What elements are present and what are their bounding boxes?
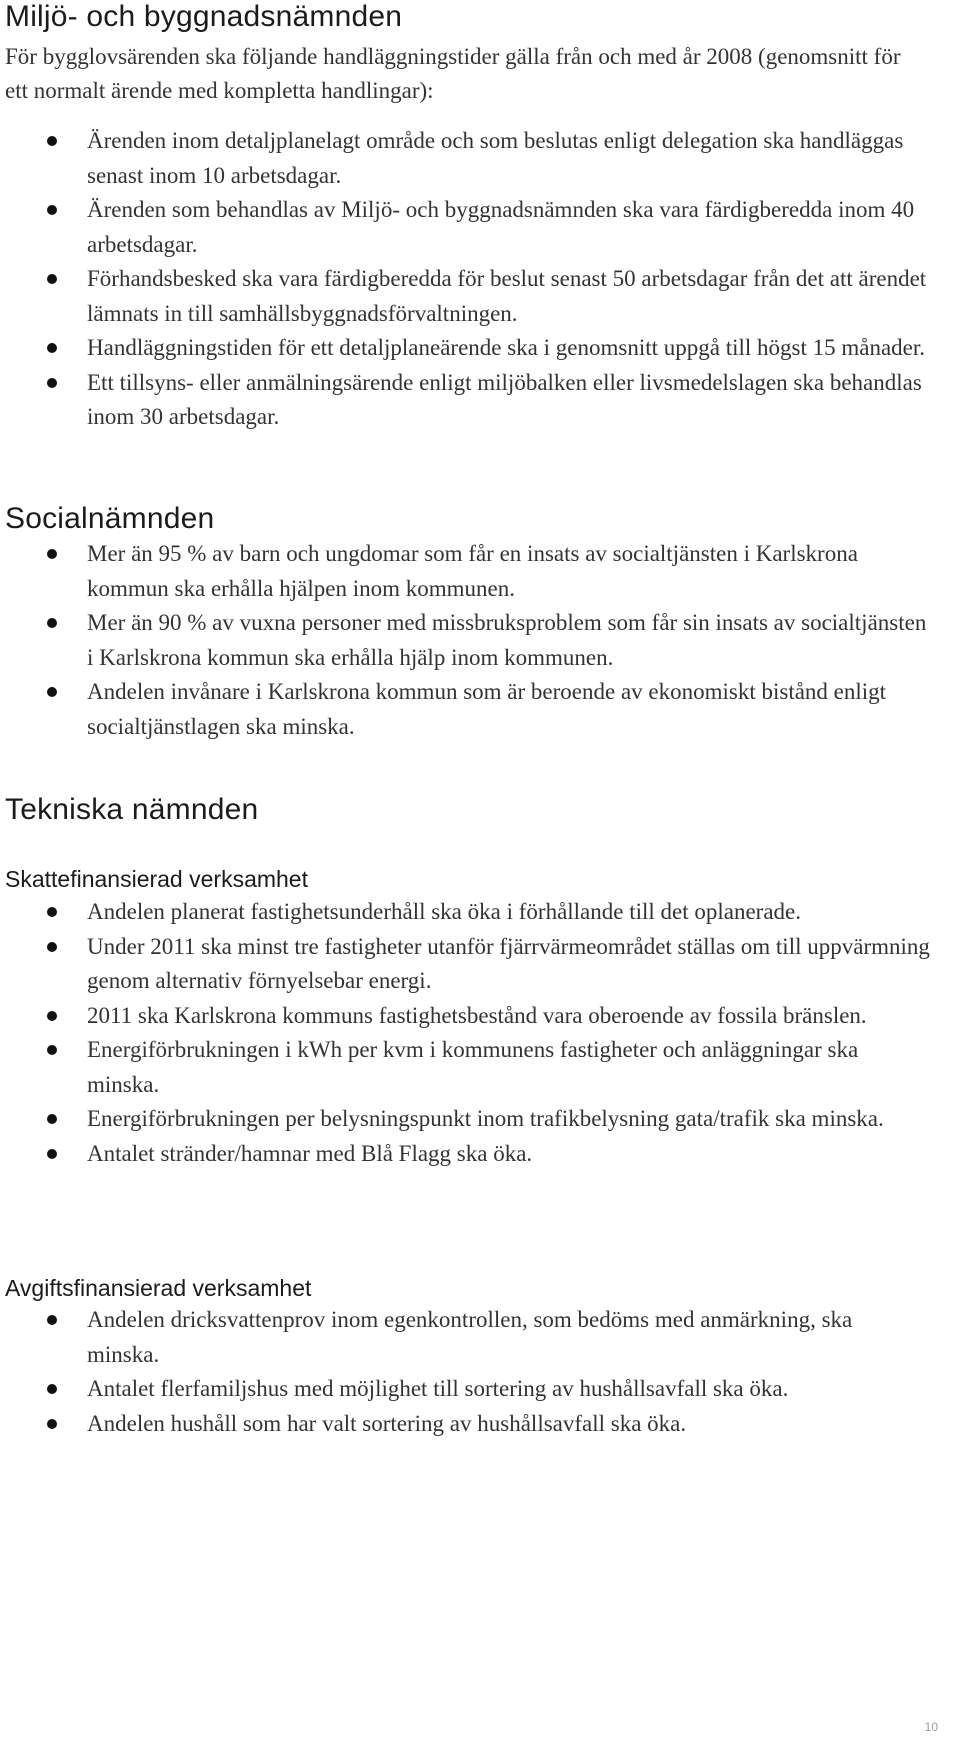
list-item [0,262,930,331]
list-item [0,999,930,1034]
list-item-text: Antalet stränder/hamnar med Blå Flagg ska öka. [87,1140,533,1166]
list-item-text: Andelen hushåll som har valt sortering av hushållsavfall ska öka. [87,1410,687,1436]
list-item-text: Mer än 95 % av barn och ungdomar som får en insats av socialtjänsten i Karlskrona kommun ska erhålla hjälpen inom kommunen. [87,541,858,601]
section-title-social: Socialnämnden [5,502,215,535]
bullet-icon [47,618,57,628]
bullet-icon [47,343,57,353]
bullet-icon [47,1149,57,1159]
list-item-text: Handläggningstiden för ett detaljplaneärende ska i genomsnitt uppgå till högst 15 månader. [87,335,926,360]
list-item-text: Ett tillsyns- eller anmälningsärende enligt miljöbalken eller livsmedelslagen ska behandlas inom 30 arbetsdagar. [87,369,922,429]
bullet-icon [47,1011,57,1021]
bullet-icon [47,1419,57,1429]
list-item [0,1407,930,1442]
list-item-text: Ärenden som behandlas av Miljö- och byggnadsnämnden ska vara färdigberedda inom 40 arbetsdagar. [87,197,915,257]
subsection-title-skatt: Skattefinansierad verksamhet [5,866,308,892]
bullet-list-social [0,537,930,744]
list-item [0,606,930,675]
bullet-icon [47,1045,57,1055]
list-item-text: Energiförbrukningen per belysningspunkt inom trafikbelysning gata/trafik ska minska. [87,1106,884,1131]
bullet-icon [47,274,57,284]
list-item-text: 2011 ska Karlskrona kommuns fastighetsbestånd vara oberoende av fossila bränslen. [87,1002,867,1028]
list-item [0,675,930,744]
list-item [0,124,930,193]
bullet-icon [47,378,57,388]
bullet-icon [47,136,57,146]
list-item [0,1372,930,1407]
page-number: 10 [924,1720,938,1734]
bullet-icon [47,907,57,917]
bullet-list-miljo [0,124,930,435]
list-item-text: Antalet flerfamiljshus med möjlighet till sortering av hushållsavfall ska öka. [87,1376,789,1401]
list-item [0,193,930,262]
bullet-icon [47,942,57,952]
list-item [0,537,930,606]
bullet-icon [47,1114,57,1124]
list-item-text: Förhandsbesked ska vara färdigberedda för beslut senast 50 arbetsdagar från det att ärendet lämnats in till samhällsbyggnadsförvaltningen. [87,266,927,326]
list-item [0,930,930,999]
list-item-text: Andelen dricksvattenprov inom egenkontrollen, som bedöms med anmärkning, ska minska. [87,1307,853,1367]
list-item-text: Mer än 90 % av vuxna personer med missbruksproblem som får sin insats av socialtjänsten i Karlskrona kommun ska erhålla hjälp inom kommunen. [87,610,927,670]
section-title-teknik: Tekniska nämnden [5,793,259,826]
bullet-icon [47,205,57,215]
bullet-icon [47,1384,57,1394]
bullet-list-skatt [0,895,930,1171]
list-item [0,1033,930,1102]
bullet-icon [47,1315,57,1325]
list-item [0,1102,930,1137]
intro-paragraph: För bygglovsärenden ska följande handläggningstider gälla från och med år 2008 (genomsnitt för ett normalt ärende med kompletta handlingar): [5,44,901,103]
list-item-text: Energiförbrukningen i kWh per kvm i kommunens fastigheter och anläggningar ska minska. [87,1037,859,1097]
bullet-icon [47,549,57,559]
list-item [0,895,930,930]
subsection-title-avgift: Avgiftsfinansierad verksamhet [5,1275,312,1301]
section-title-miljo: Miljö- och byggnadsnämnden [5,0,403,33]
list-item-text: Andelen invånare i Karlskrona kommun som är beroende av ekonomiskt bistånd enligt socialtjänstlagen ska minska. [87,679,887,739]
list-item-text: Andelen planerat fastighetsunderhåll ska öka i förhållande till det oplanerade. [87,899,802,924]
list-item [0,331,930,366]
list-item-text: Ärenden inom detaljplanelagt område och som beslutas enligt delegation ska handläggas senast inom 10 arbetsdagar. [87,128,904,188]
list-item [0,1303,930,1372]
bullet-list-avgift [0,1303,930,1441]
list-item [0,366,930,435]
bullet-icon [47,687,57,697]
list-item [0,1137,930,1172]
list-item-text: Under 2011 ska minst tre fastigheter utanför fjärrvärmeområdet ställas om till uppvärmning genom alternativ förnyelsebar energi. [87,933,930,993]
